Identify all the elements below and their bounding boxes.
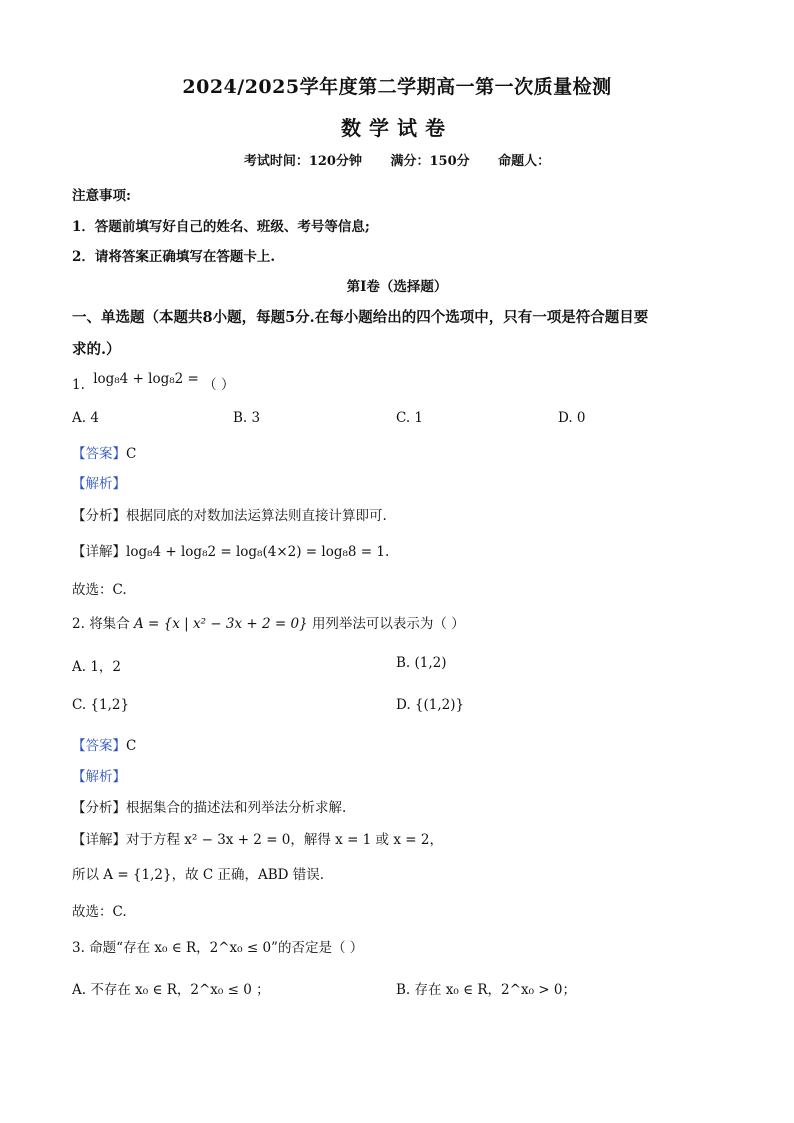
q1-fenxi-text: 根据同底的对数加法运算法则直接计算即可. xyxy=(126,508,387,524)
q2-option-c: C. {1,2} xyxy=(72,697,130,713)
question-3 xyxy=(72,936,363,956)
question-2-number: 2. xyxy=(72,616,85,632)
q2-answer xyxy=(72,734,136,754)
q1-xiangjie-tag: 【详解】 xyxy=(72,544,126,560)
q2-fenxi xyxy=(72,796,346,816)
section-heading-line-1: 一、单选题（本题共8小题，每题5分.在每小题给出的四个选项中，只有一项是符合题目要 xyxy=(72,309,649,326)
q2-choose: 故选：C. xyxy=(72,904,127,920)
section-heading-line-2: 求的.） xyxy=(72,341,121,358)
q1-option-c: C. 1 xyxy=(396,410,424,426)
q2-xiangjie-tag: 【详解】 xyxy=(72,832,126,848)
q2-option-d: D. {(1,2)} xyxy=(396,697,465,713)
question-3-number: 3. xyxy=(72,940,85,956)
q1-answer xyxy=(72,442,136,462)
question-1-paren: （ ） xyxy=(203,377,235,393)
question-1-number: 1. xyxy=(72,377,85,393)
exam-meta xyxy=(0,150,794,169)
question-1-expression: log₈4 + log₈2 = xyxy=(93,371,199,387)
question-1 xyxy=(72,373,234,393)
exam-time: 考试时间：120分钟 xyxy=(243,154,362,169)
q1-choose: 故选：C. xyxy=(72,582,127,598)
part-title: 第I卷（选择题） xyxy=(346,279,448,295)
q1-fenxi-tag: 【分析】 xyxy=(72,508,126,524)
notes-item-2: 2．请将答案正确填写在答题卡上. xyxy=(72,249,276,265)
question-2-post: 用列举法可以表示为（ ） xyxy=(311,616,465,632)
exam-score: 满分：150分 xyxy=(390,154,470,169)
q2-xiangjie-text: 对于方程 x² − 3x + 2 = 0，解得 x = 1 或 x = 2， xyxy=(126,832,443,848)
question-2-set: A = {x | x² − 3x + 2 = 0} xyxy=(133,616,308,632)
q1-fenxi xyxy=(72,504,387,524)
exam-author: 命题人： xyxy=(498,154,551,169)
notes-item-1: 1．答题前填写好自己的姓名、班级、考号等信息; xyxy=(72,219,370,235)
q2-conclusion: 所以 A = {1,2}，故 C 正确，ABD 错误. xyxy=(72,867,325,883)
q2-option-a: A. 1，2 xyxy=(72,659,122,675)
q2-answer-value: C xyxy=(126,738,137,754)
question-2-pre: 将集合 xyxy=(89,616,130,632)
q2-fenxi-tag: 【分析】 xyxy=(72,800,126,816)
q1-option-a: A. 4 xyxy=(72,410,99,426)
q1-xiangjie-expression: log₈4 + log₈2 = log₈(4×2) = log₈8 = 1. xyxy=(126,544,390,560)
question-3-stem: 命题“存在 x₀ ∈ R，2^x₀ ≤ 0”的否定是（ ） xyxy=(89,940,364,956)
q1-xiangjie xyxy=(72,540,389,560)
question-2 xyxy=(72,612,465,632)
exam-title: 2024/2025学年度第二学期高一第一次质量检测 xyxy=(182,76,612,98)
q1-answer-tag: 【答案】 xyxy=(72,446,126,462)
notes-heading: 注意事项: xyxy=(72,188,131,204)
q2-xiangjie xyxy=(72,828,443,848)
q3-option-a: A. 不存在 x₀ ∈ R，2^x₀ ≤ 0 ； xyxy=(72,982,270,998)
q2-answer-tag: 【答案】 xyxy=(72,738,126,754)
q1-jiexi-tag: 【解析】 xyxy=(72,476,126,492)
q2-fenxi-text: 根据集合的描述法和列举法分析求解. xyxy=(126,800,347,816)
q1-option-b: B. 3 xyxy=(233,410,261,426)
q2-jiexi-tag: 【解析】 xyxy=(72,769,126,785)
q3-option-b: B. 存在 x₀ ∈ R，2^x₀ > 0； xyxy=(396,982,576,998)
q1-answer-value: C xyxy=(126,446,137,462)
exam-subtitle: 数学试卷 xyxy=(341,116,453,140)
q2-option-b: B. (1,2) xyxy=(396,655,447,671)
q1-option-d: D. 0 xyxy=(558,410,586,426)
